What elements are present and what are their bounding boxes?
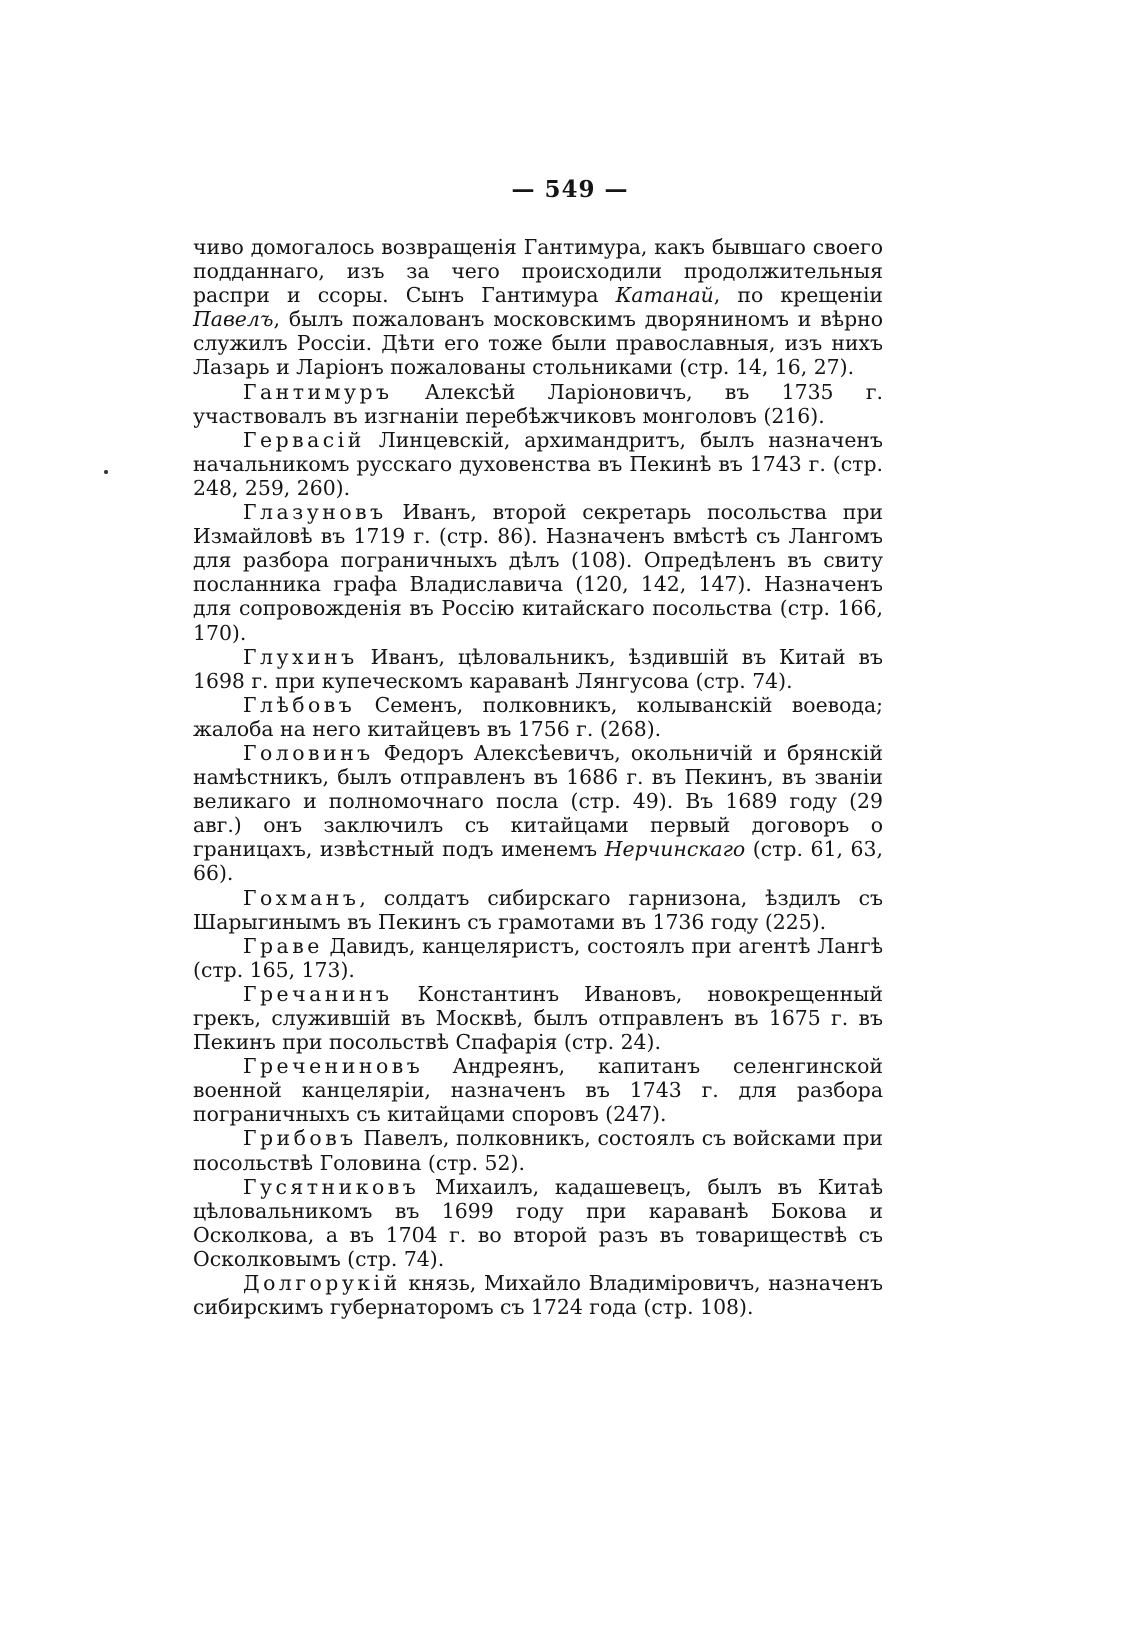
index-entry (193, 934, 883, 982)
page-number: — 549 — (511, 176, 629, 203)
index-entry (193, 982, 883, 1054)
entry-text: князь, Михайло Владиміровичъ, назначенъ сибирскимъ губернаторомъ съ 1724 года (стр. 108). (193, 1271, 883, 1320)
entry-surname: Гохманъ (243, 885, 360, 910)
continued-entry (193, 235, 883, 380)
index-entry (193, 500, 883, 645)
index-entry (193, 645, 883, 693)
entry-text: Семенъ, полковникъ, колыванскій воевода; жалоба на него китайцевъ въ 1756 г. (268). (193, 692, 883, 741)
entry-surname: Гантимуръ (243, 379, 393, 404)
index-entry (193, 693, 883, 741)
italic-term: Павелъ (193, 307, 274, 332)
index-entry (193, 886, 883, 934)
entry-surname: Греченинов (243, 1054, 407, 1079)
entry-text: Михаилъ, кадашевецъ, былъ въ Китаѣ цѣловальникомъ въ 1699 году при караванѣ Бокова и Осколкова, а въ 1704 г. во второй разъ въ товариществѣ съ Осколковымъ (стр. 74). (193, 1174, 883, 1271)
index-entry (193, 428, 883, 500)
entry-text: Федоръ Алексѣевичъ, окольничій и брянскій намѣстникъ, былъ отправленъ въ 1686 г. въ Пекинъ, въ званіи великаго и полномочнаго посла (стр. 49). Въ 1689 году (29 авг.) онъ заключилъ съ китайцами первый договоръ о границахъ, извѣстный подъ именемъ (193, 740, 883, 862)
index-entry (193, 380, 883, 428)
index-entry (193, 1175, 883, 1271)
entry-text: , былъ пожалованъ московскимъ дворяниномъ и вѣрно служилъ Россіи. Дѣти его тоже были православныя, изъ нихъ Лазарь и Ларіонъ пожалованы стольниками (стр. 14, 16, 27). (193, 307, 883, 380)
entry-text: чиво домогалось возвращенія Гантимура, какъ бывшаго своего подданнаго, изъ за чего происходили продолжительныя распри и ссоры. Сынъ Гантимура (193, 235, 883, 308)
entry-text: Иванъ, цѣловальникъ, ѣздившій въ Китай въ 1698 г. при купеческомъ караванѣ Лянгусова (стр. 74). (193, 644, 883, 693)
entry-surname: Долгорукій (243, 1271, 401, 1296)
index-entry (193, 1271, 883, 1319)
entry-surname: Грибовъ (243, 1126, 357, 1151)
entry-surname: Гервасій (243, 427, 365, 452)
entry-surname: Глазуновъ (243, 500, 387, 525)
margin-mark (104, 470, 108, 474)
entry-surname: Граве (243, 933, 323, 958)
entry-text: Павелъ, полковникъ, состоялъ съ войсками при посольствѣ Головина (стр. 52). (193, 1126, 883, 1175)
index-entry (193, 1126, 883, 1174)
italic-term: Нерчинскаго (604, 837, 746, 862)
index-entry (193, 741, 883, 886)
entry-text: (стр. 61, 63, 66). (193, 837, 883, 886)
entry-surname: Гусятниковъ (243, 1174, 420, 1199)
entry-text: Линцевскій, архимандритъ, былъ назначенъ начальникомъ русскаго духовенства въ Пекинѣ въ 1743 г. (стр. 248, 259, 260). (193, 427, 883, 500)
entry-surname: Глухинъ (243, 644, 358, 669)
italic-term: Катанай (615, 283, 714, 308)
entry-text: Константинъ Ивановъ, новокрещенный грекъ, служившій въ Москвѣ, былъ отправленъ въ 1675 г. въ Пекинъ при посольствѣ Спафарія (стр. 24). (193, 981, 883, 1055)
entry-surname: Гречанинъ (243, 981, 393, 1006)
entry-surname: Глѣбовъ (243, 692, 356, 717)
entry-text: , солдатъ сибирскаго гарнизона, ѣздилъ съ Шарыгинымъ въ Пекинъ съ грамотами въ 1736 году (225). (193, 885, 883, 934)
entry-text: Иванъ, второй секретарь посольства при Измайловѣ въ 1719 г. (стр. 86). Назначенъ вмѣстѣ съ Лангомъ для разбора пограничныхъ дѣлъ (108). Опредѣленъ въ свиту посланника графа Владиславича (120, 142, 147). Назначенъ для сопровожденія въ Россію китайскаго посольства (стр. 166, 170). (193, 500, 883, 645)
index-text (193, 235, 883, 1319)
entry-text: , по крещеніи (713, 283, 884, 308)
entry-text: ъ Андреянъ, капитанъ селенгинской военной канцеляріи, назначенъ въ 1743 г. для разбора пограничныхъ съ китайцами споровъ (247). (193, 1054, 883, 1127)
index-entry (193, 1054, 883, 1126)
entry-text: Алексѣй Ларіоновичъ, въ 1735 г. участвовалъ въ изгнаніи перебѣжчиковъ монголовъ (216). (193, 379, 883, 428)
entry-text: Давидъ, канцеляристъ, состоялъ при агентѣ Лангѣ (стр. 165, 173). (193, 933, 883, 982)
entry-surname: Головинъ (243, 740, 374, 765)
